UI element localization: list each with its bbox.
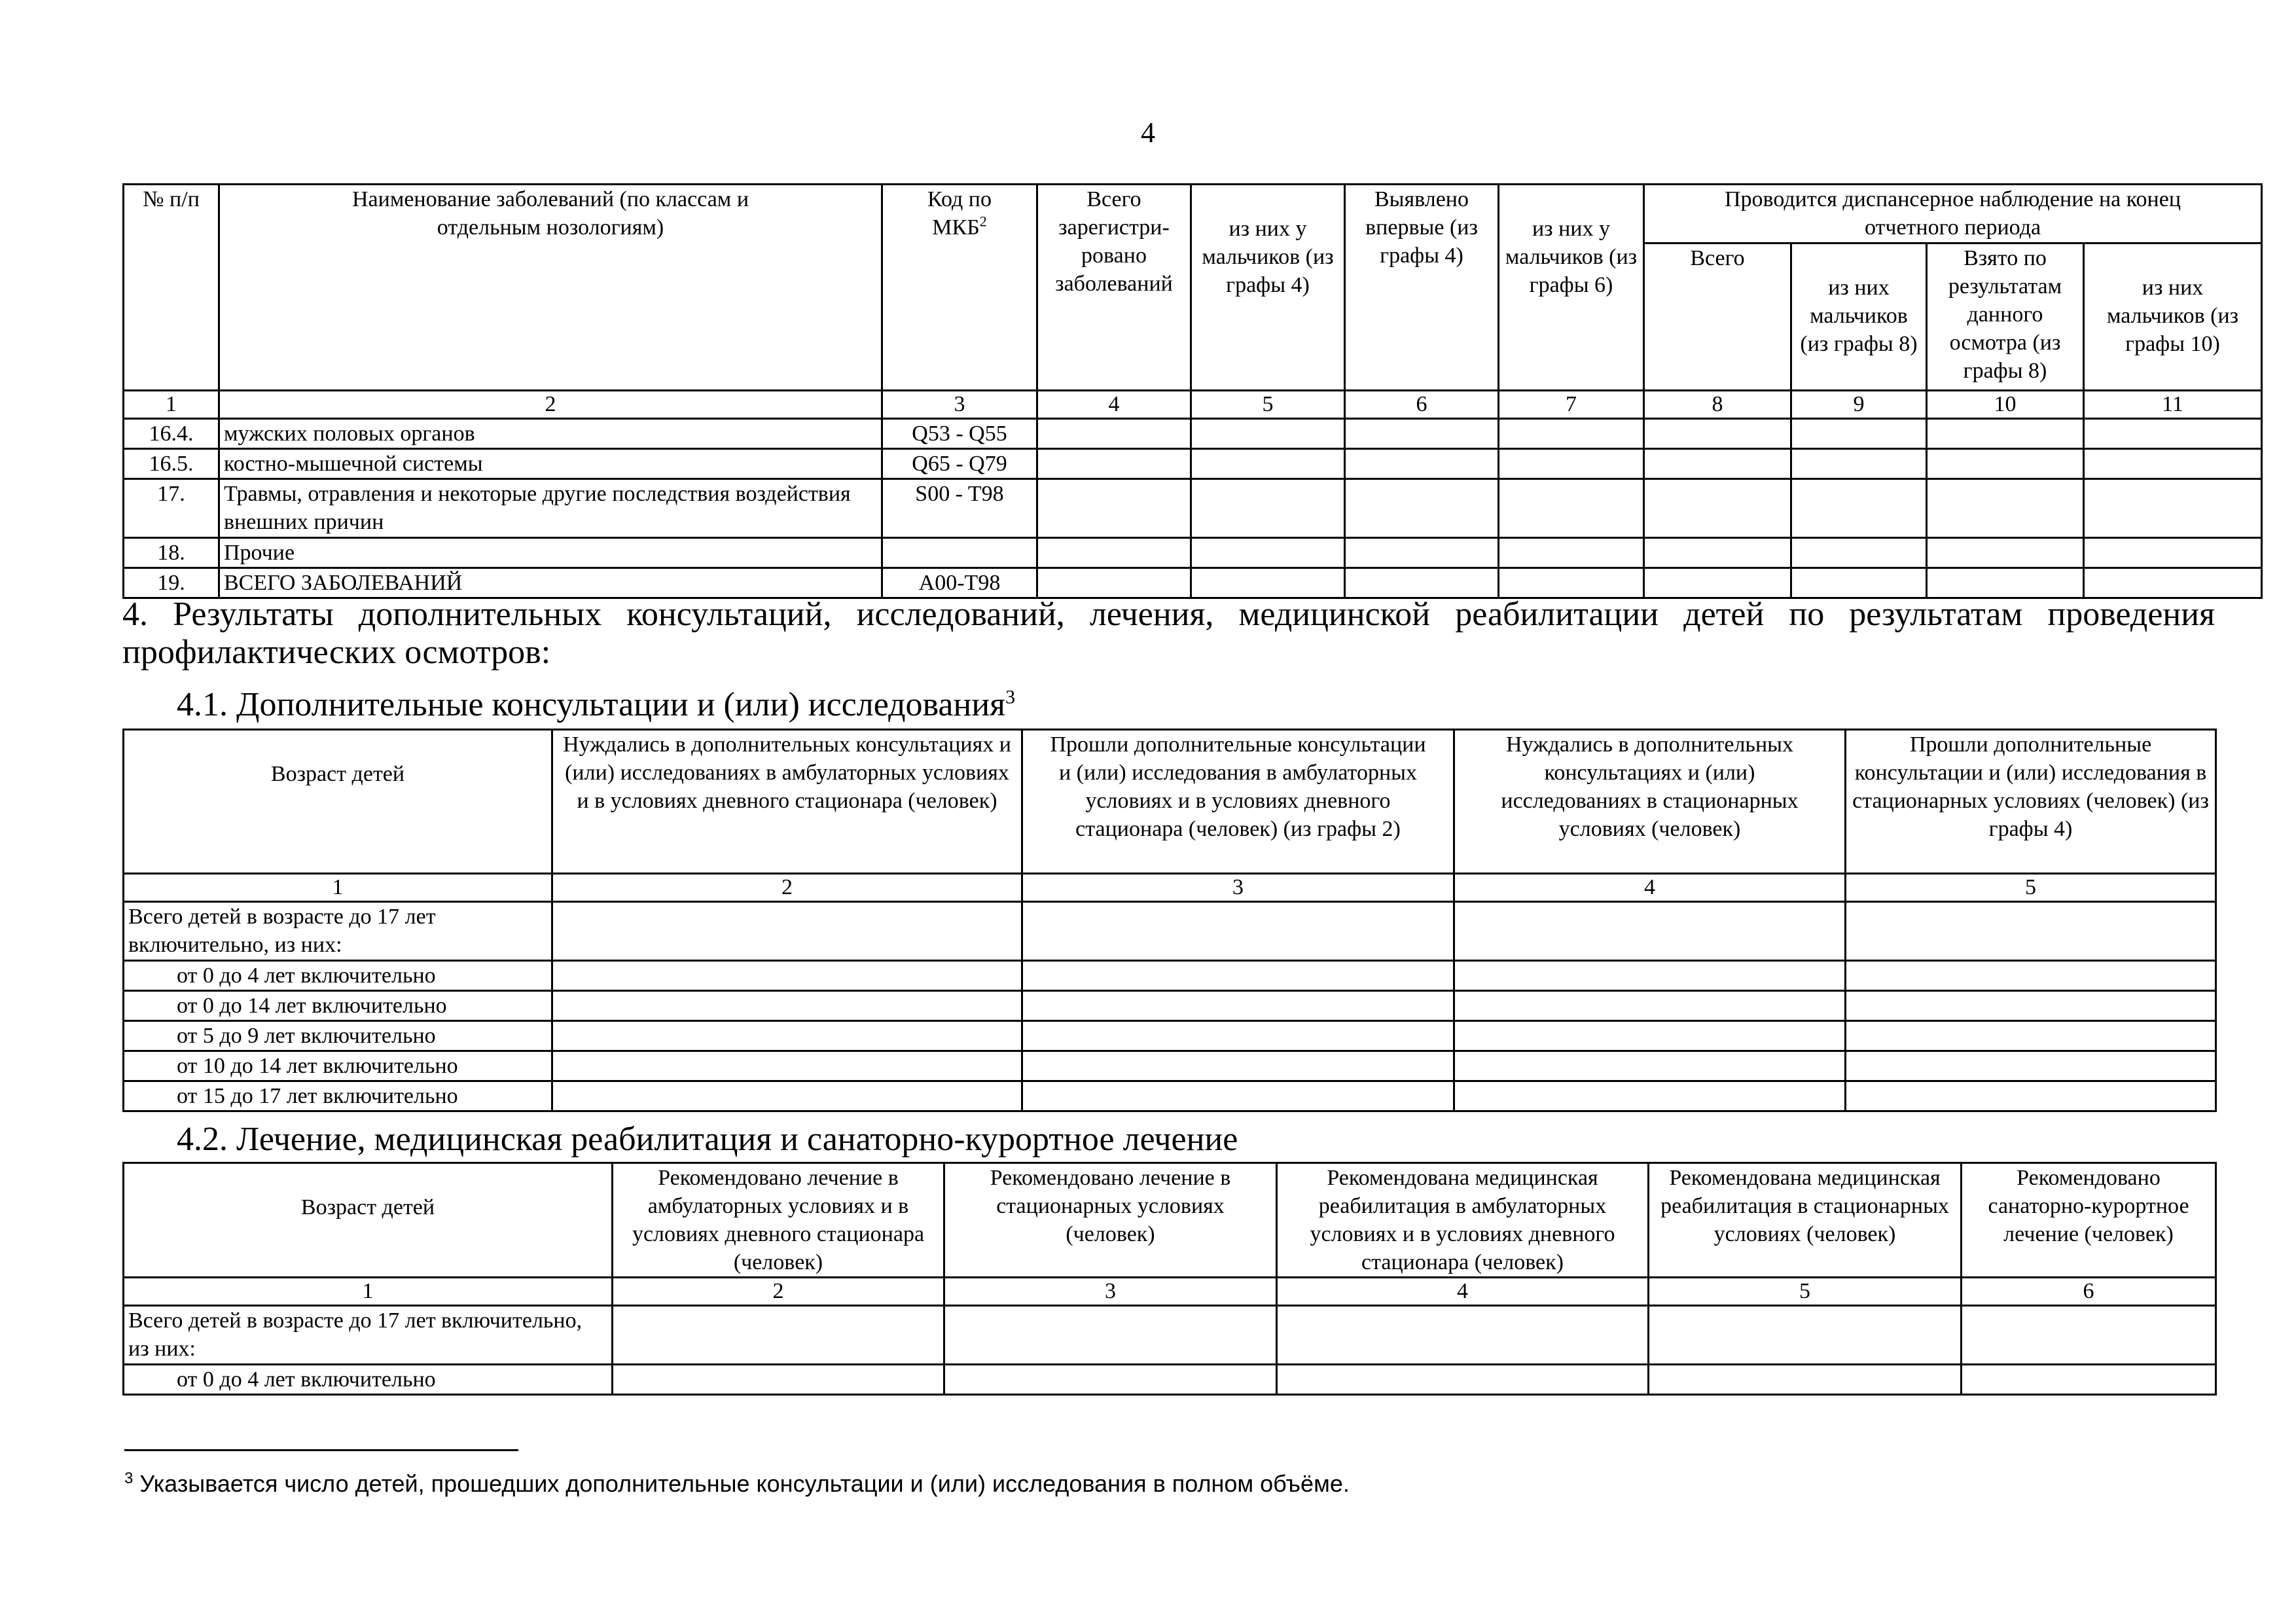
header-completed-inpatient: Прошли дополнительные консультации и (или) исследования в стационарных условиях (человек) (из графы 4) bbox=[1846, 730, 2216, 874]
header-first-boys: из них у мальчиков (из графы 6) bbox=[1499, 185, 1644, 391]
table-row: 16.5. костно-мышечной системы Q65 - Q79 bbox=[124, 449, 2262, 479]
section-4-1-title: 4.1. Дополнительные консультации и (или) исследования$^3$ bbox=[177, 686, 1016, 723]
header-num: № п/п bbox=[124, 185, 219, 391]
footnote-separator bbox=[124, 1449, 518, 1451]
table-row: 18. Прочие bbox=[124, 538, 2262, 568]
header-age: Возраст детей bbox=[124, 730, 552, 874]
header-dispensary-total: Всего bbox=[1644, 243, 1791, 391]
header-disease-name: Наименование заболеваний (по классам и отдельным нозологиям) bbox=[219, 185, 882, 391]
table-row: от 5 до 9 лет включительно bbox=[124, 1021, 2216, 1051]
header-needed-outpatient: Нуждались в дополнительных консультациях и (или) исследованиях в амбулаторных условиях и в условиях дневного стационара (человек) bbox=[552, 730, 1022, 874]
section-4-title: 4. Результаты дополнительных консультаций, исследований, лечения, медицинской реабилитации детей по результатам проведения профилактических осмотров: bbox=[122, 596, 2215, 671]
column-numbers-row: 1 2 3 4 5 6 bbox=[124, 1278, 2216, 1306]
header-treatment-outpatient: Рекомендовано лечение в амбулаторных условиях и в условиях дневного стационара (человек) bbox=[613, 1163, 944, 1278]
column-numbers-row: 1 2 3 4 5 bbox=[124, 874, 2216, 902]
consultations-table bbox=[122, 729, 2217, 1112]
column-numbers-row: 1 2 3 4 5 6 7 8 9 10 11 bbox=[124, 391, 2262, 419]
header-total-registered: Всего зарегистри-ровано заболеваний bbox=[1037, 185, 1191, 391]
treatment-table bbox=[122, 1162, 2217, 1396]
header-completed-outpatient: Прошли дополнительные консультации и (или) исследования в амбулаторных условиях и в условиях дневного стационара (человек) (из графы 2) bbox=[1022, 730, 1454, 874]
header-icd-code: Код по МКБ$^2$ bbox=[882, 185, 1037, 391]
diseases-table bbox=[122, 183, 2263, 599]
table-row: от 15 до 17 лет включительно bbox=[124, 1081, 2216, 1111]
header-dispensary: Проводится диспансерное наблюдение на конец отчетного периода bbox=[1644, 185, 2262, 243]
table-row: Всего детей в возрасте до 17 лет включительно, из них: bbox=[124, 902, 2216, 961]
header-treatment-inpatient: Рекомендовано лечение в стационарных условиях (человек) bbox=[944, 1163, 1277, 1278]
header-rehab-outpatient: Рекомендована медицинская реабилитация в амбулаторных условиях и в условиях дневного стационара (человек) bbox=[1277, 1163, 1649, 1278]
header-dispensary-taken: Взято по результатам данного осмотра (из графы 8) bbox=[1927, 243, 2084, 391]
table-row: от 0 до 4 лет включительно bbox=[124, 1365, 2216, 1395]
table-row: 19. ВСЕГО ЗАБОЛЕВАНИЙ A00-T98 bbox=[124, 568, 2262, 598]
table-row: 17. Травмы, отравления и некоторые другие последствия воздействия внешних причин S00 - T98 bbox=[124, 479, 2262, 538]
header-age: Возраст детей bbox=[124, 1163, 613, 1278]
section-4-2-title: 4.2. Лечение, медицинская реабилитация и санаторно-курортное лечение bbox=[177, 1121, 1238, 1158]
table-row: от 10 до 14 лет включительно bbox=[124, 1051, 2216, 1081]
table-row: 16.4. мужских половых органов Q53 - Q55 bbox=[124, 419, 2262, 449]
header-rehab-inpatient: Рекомендована медицинская реабилитация в стационарных условиях (человек) bbox=[1649, 1163, 1962, 1278]
table-row: от 0 до 14 лет включительно bbox=[124, 991, 2216, 1021]
page-number: 4 bbox=[1141, 117, 1155, 149]
header-needed-inpatient: Нуждались в дополнительных консультациях и (или) исследованиях в стационарных условиях (человек) bbox=[1454, 730, 1846, 874]
table-row: Всего детей в возрасте до 17 лет включительно, из них: bbox=[124, 1306, 2216, 1365]
table-row: от 0 до 4 лет включительно bbox=[124, 961, 2216, 991]
header-boys: из них у мальчиков (из графы 4) bbox=[1191, 185, 1345, 391]
header-dispensary-boys: из них мальчиков (из графы 8) bbox=[1791, 243, 1927, 391]
header-dispensary-taken-boys: из них мальчиков (из графы 10) bbox=[2084, 243, 2262, 391]
header-first-detected: Выявлено впервые (из графы 4) bbox=[1345, 185, 1499, 391]
header-sanatorium: Рекомендовано санаторно-курортное лечение (человек) bbox=[1962, 1163, 2216, 1278]
footnote: $^3$ Указывается число детей, прошедших дополнительные консультации и (или) исследования в полном объёме. bbox=[124, 1469, 1350, 1497]
